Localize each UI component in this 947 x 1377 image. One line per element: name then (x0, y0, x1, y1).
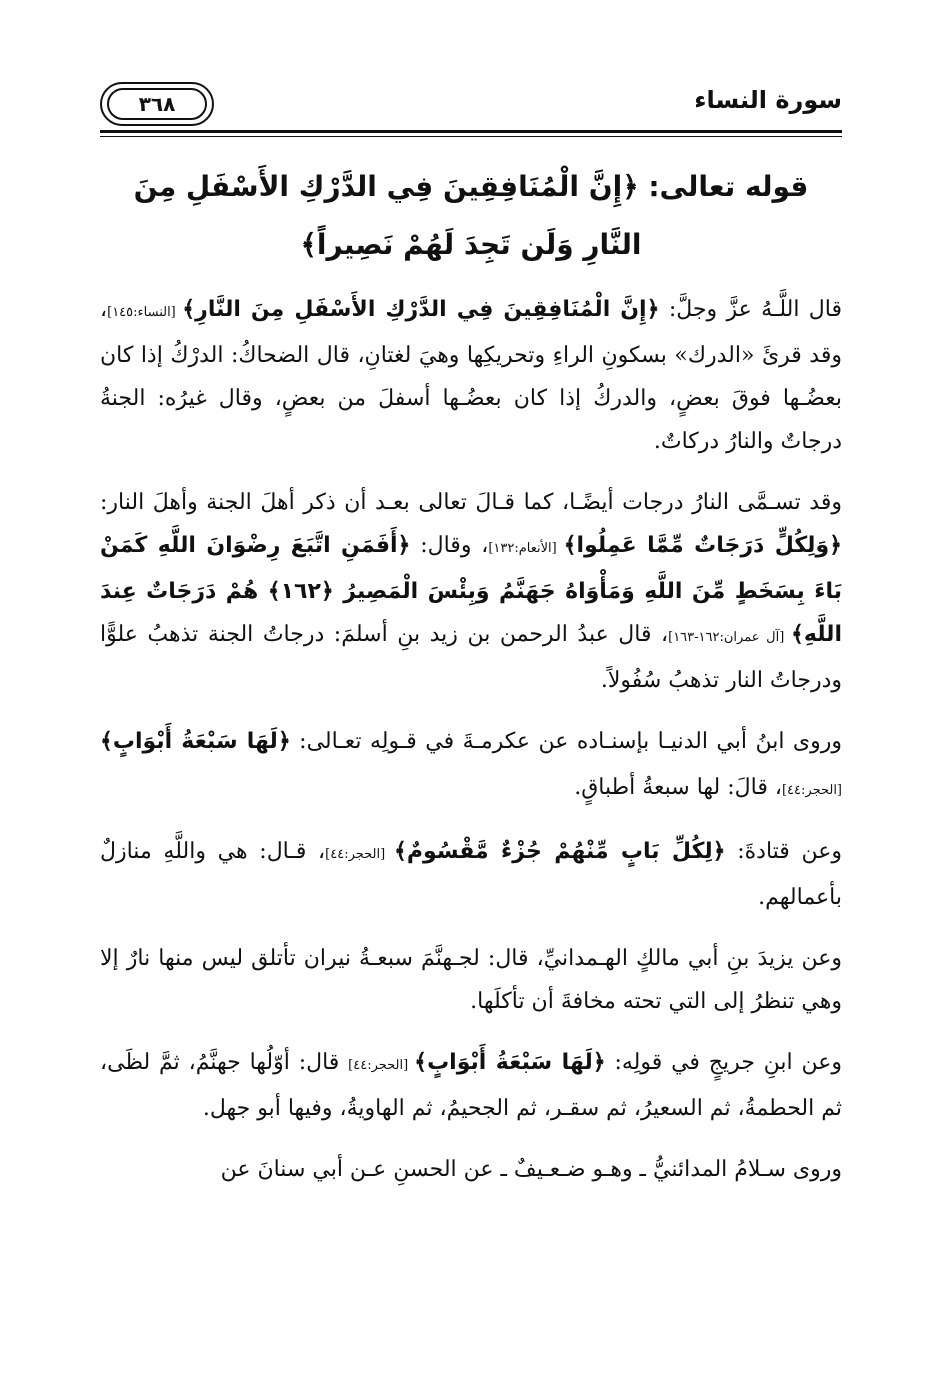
paragraph-6 (100, 1041, 842, 1130)
p3-text-1: وروى ابنُ أبي الدنيـا بإسنـاده عن عكرمـةَ في قـولِه تعـالى: (290, 729, 842, 754)
header-rule-thick (100, 130, 842, 133)
p6-verse-1: ﴿لَهَا سَبْعَةُ أَبْوَابٍ﴾ (414, 1050, 606, 1075)
p1-verse-1: ﴿إِنَّ الْمُنَافِقِينَ فِي الدَّرْكِ الأَسْفَلِ مِنَ النَّارِ﴾ (182, 297, 660, 322)
p2-text-2: ، وقال: (410, 533, 489, 558)
p4-text-1: وعن قتادةَ: (725, 839, 843, 864)
p7-text-1: وروى سـلامُ المدائنيُّ ـ وهـو ضـعـيفٌ ـ عن الحسنِ عـن أبي سنانَ عن (220, 1157, 842, 1182)
paragraph-3 (100, 720, 842, 812)
p3-text-2: ، قالَ: لها سبعةُ أطباقٍ. (574, 775, 782, 800)
paragraph-5 (100, 937, 842, 1023)
page-header (100, 80, 842, 124)
p1-ref-1: [النساء:١٤٥] (107, 305, 183, 320)
p4-verse-1: ﴿لِكُلِّ بَابٍ مِّنْهُمْ جُزْءٌ مَّقْسُومٌ﴾ (394, 839, 726, 864)
paragraph-1 (100, 288, 842, 463)
heading-verse: ﴿إِنَّ الْمُنَافِقِينَ فِي الدَّرْكِ الأَسْفَلِ مِنَ النَّارِ وَلَن تَجِدَ لَهُمْ نَصِيراً﴾ (133, 170, 642, 261)
paragraph-2 (100, 481, 842, 702)
p3-ref-1: [الحجر:٤٤] (781, 783, 842, 798)
p5-text-1: وعن يزيدَ بنِ أبي مالكٍ الهـمدانيِّ، قال: لجـهنَّمَ سبعـةُ نيران تأتلق ليس منها نارٌ إلا وهي تنظرُ إلى التي تحته مخافةَ أن تأكلَها. (100, 946, 842, 1014)
p2-text-1: وقد تسـمَّى النارُ درجات أيضًـا، كما قـالَ تعالى بعـد أن ذكر أهلَ الجنة وأهلَ النار: (100, 490, 842, 515)
p6-ref-1: [الحجر:٤٤] (348, 1058, 415, 1073)
paragraph-7 (100, 1148, 842, 1191)
surah-title: سورة النساء (694, 86, 842, 114)
page-number-badge (100, 82, 214, 126)
p6-text-1: وعن ابنِ جريجٍ في قولِه: (605, 1050, 842, 1075)
heading-lead: قوله تعالى: (638, 170, 809, 203)
p2-ref-2: [آل عمران:١٦٢-١٦٣] (668, 630, 791, 645)
p4-text-2: ، قـال: هي واللَّهِ منازلٌ بأعمالهم. (100, 839, 842, 910)
p1-text-1: قال اللَّـهُ عزَّ وجلَّ: (659, 297, 842, 322)
header-rule-thin (100, 136, 842, 137)
p2-verse-2: ﴿أَفَمَنِ اتَّبَعَ رِضْوَانَ اللَّهِ كَمَنْ بَاءَ بِسَخَطٍ مِّنَ اللَّهِ وَمَأْوَاهُ جَهَنَّمُ وَبِئْسَ الْمَصِيرُ ﴿١٦٢﴾ هُمْ دَرَجَاتٌ عِندَ اللَّهِ﴾ (100, 533, 842, 647)
page-content (100, 158, 842, 1358)
p4-ref-1: [الحجر:٤٤] (325, 847, 395, 862)
section-heading (100, 158, 842, 274)
p3-verse-1: ﴿لَهَا سَبْعَةُ أَبْوَابٍ﴾ (100, 729, 291, 754)
paragraph-4 (100, 830, 842, 919)
p2-text-3: ، قال عبدُ الرحمن بن زيد بنِ أسلمَ: درجاتُ الجنة تذهبُ علوًّا ودرجاتُ النار تذهبُ سُفُولاً. (100, 622, 842, 693)
p1-text-2: ، وقد قرئَ «الدرك» بسكونِ الراءِ وتحريكِها وهيَ لغتانِ، قال الضحاكُ: الدرْكُ إذا كان بعضُـها فوقَ بعضٍ، والدركُ إذا كان بعضُـها أسفلَ من بعضٍ، وقال غيرُه: الجنةُ درجاتٌ والنارُ دركاتٌ. (100, 297, 842, 454)
p2-verse-1: ﴿وَلِكُلٍّ دَرَجَاتٌ مِّمَّا عَمِلُوا﴾ (563, 533, 843, 558)
p6-text-2: قال: أوّلُها جهنَّمُ، ثمَّ لظَى، ثم الحطمةُ، ثم السعيرُ، ثم سقـر، ثم الجحيمُ، ثم الهاويةُ، وفيها أبو جهل. (100, 1050, 842, 1121)
page-number: ٣٦٨ (138, 92, 176, 116)
p2-ref-1: [الأنعام:١٣٢] (488, 541, 564, 556)
